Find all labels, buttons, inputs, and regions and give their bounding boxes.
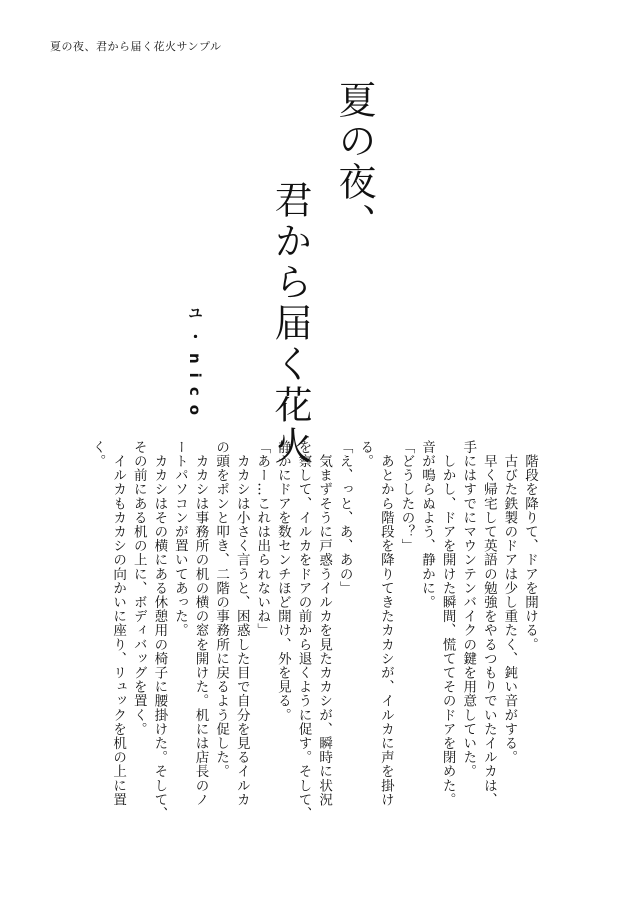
body-line: 音が鳴らぬよう、静かに。 bbox=[419, 440, 436, 610]
body-line: イルカもカカシの向かいに座り、リュックを机の上に置 bbox=[110, 440, 127, 807]
body-line: カカシはその横にある休憩用の椅子に腰掛けた。そして、 bbox=[151, 440, 168, 821]
body-line: 「どうしたの？」 bbox=[398, 440, 415, 553]
body-line: く。 bbox=[89, 440, 106, 469]
body-line: あとから階段を降りてきたカカシが、イルカに声を掛け bbox=[377, 440, 394, 807]
body-line: ートパソコンが置いてあった。 bbox=[171, 440, 188, 638]
body-line: 手にはすでにマウンテンバイクの鍵を用意していた。 bbox=[460, 440, 477, 779]
body-line: 早く帰宅して英語の勉強をやるつもりでいたイルカは、 bbox=[480, 440, 497, 807]
title-line-2: 君から届く花火 bbox=[268, 180, 312, 467]
author-name: ユ・nico bbox=[186, 305, 204, 425]
body-line: を察して、イルカをドアの前から退くように促す。そして、 bbox=[295, 440, 312, 821]
body-line: の頭をポンと叩き、二階の事務所に戻るよう促した。 bbox=[213, 440, 230, 779]
body-line: 「え、っと、あ、あの」 bbox=[336, 440, 353, 596]
running-header: 夏の夜、君から届く花火サンプル bbox=[50, 40, 222, 53]
story-body bbox=[80, 440, 540, 865]
body-line: る。 bbox=[357, 440, 374, 469]
title-line-1: 夏の夜、 bbox=[332, 80, 376, 244]
body-line: カカシは小さく言うと、困惑した目で自分を見るイルカ bbox=[233, 440, 250, 807]
body-line: 「あー…これは出られないね」 bbox=[254, 440, 271, 638]
body-line: 階段を降りて、ドアを開ける。 bbox=[522, 440, 538, 652]
body-line: カカシは事務所の机の横の窓を開けた。机には店長のノ bbox=[192, 440, 209, 807]
body-line: 古びた鉄製のドアは少し重たく、鈍い音がする。 bbox=[501, 440, 518, 765]
body-line: 気まずそうに戸惑うイルカを見たカカシが、瞬時に状況 bbox=[316, 440, 333, 807]
body-line: その前にある机の上に、ボディバッグを置く。 bbox=[130, 440, 147, 737]
body-line: 静かにドアを数センチほど開け、外を見る。 bbox=[274, 440, 291, 722]
body-line: しかし、ドアを開けた瞬間、慌ててそのドアを閉めた。 bbox=[439, 440, 456, 807]
